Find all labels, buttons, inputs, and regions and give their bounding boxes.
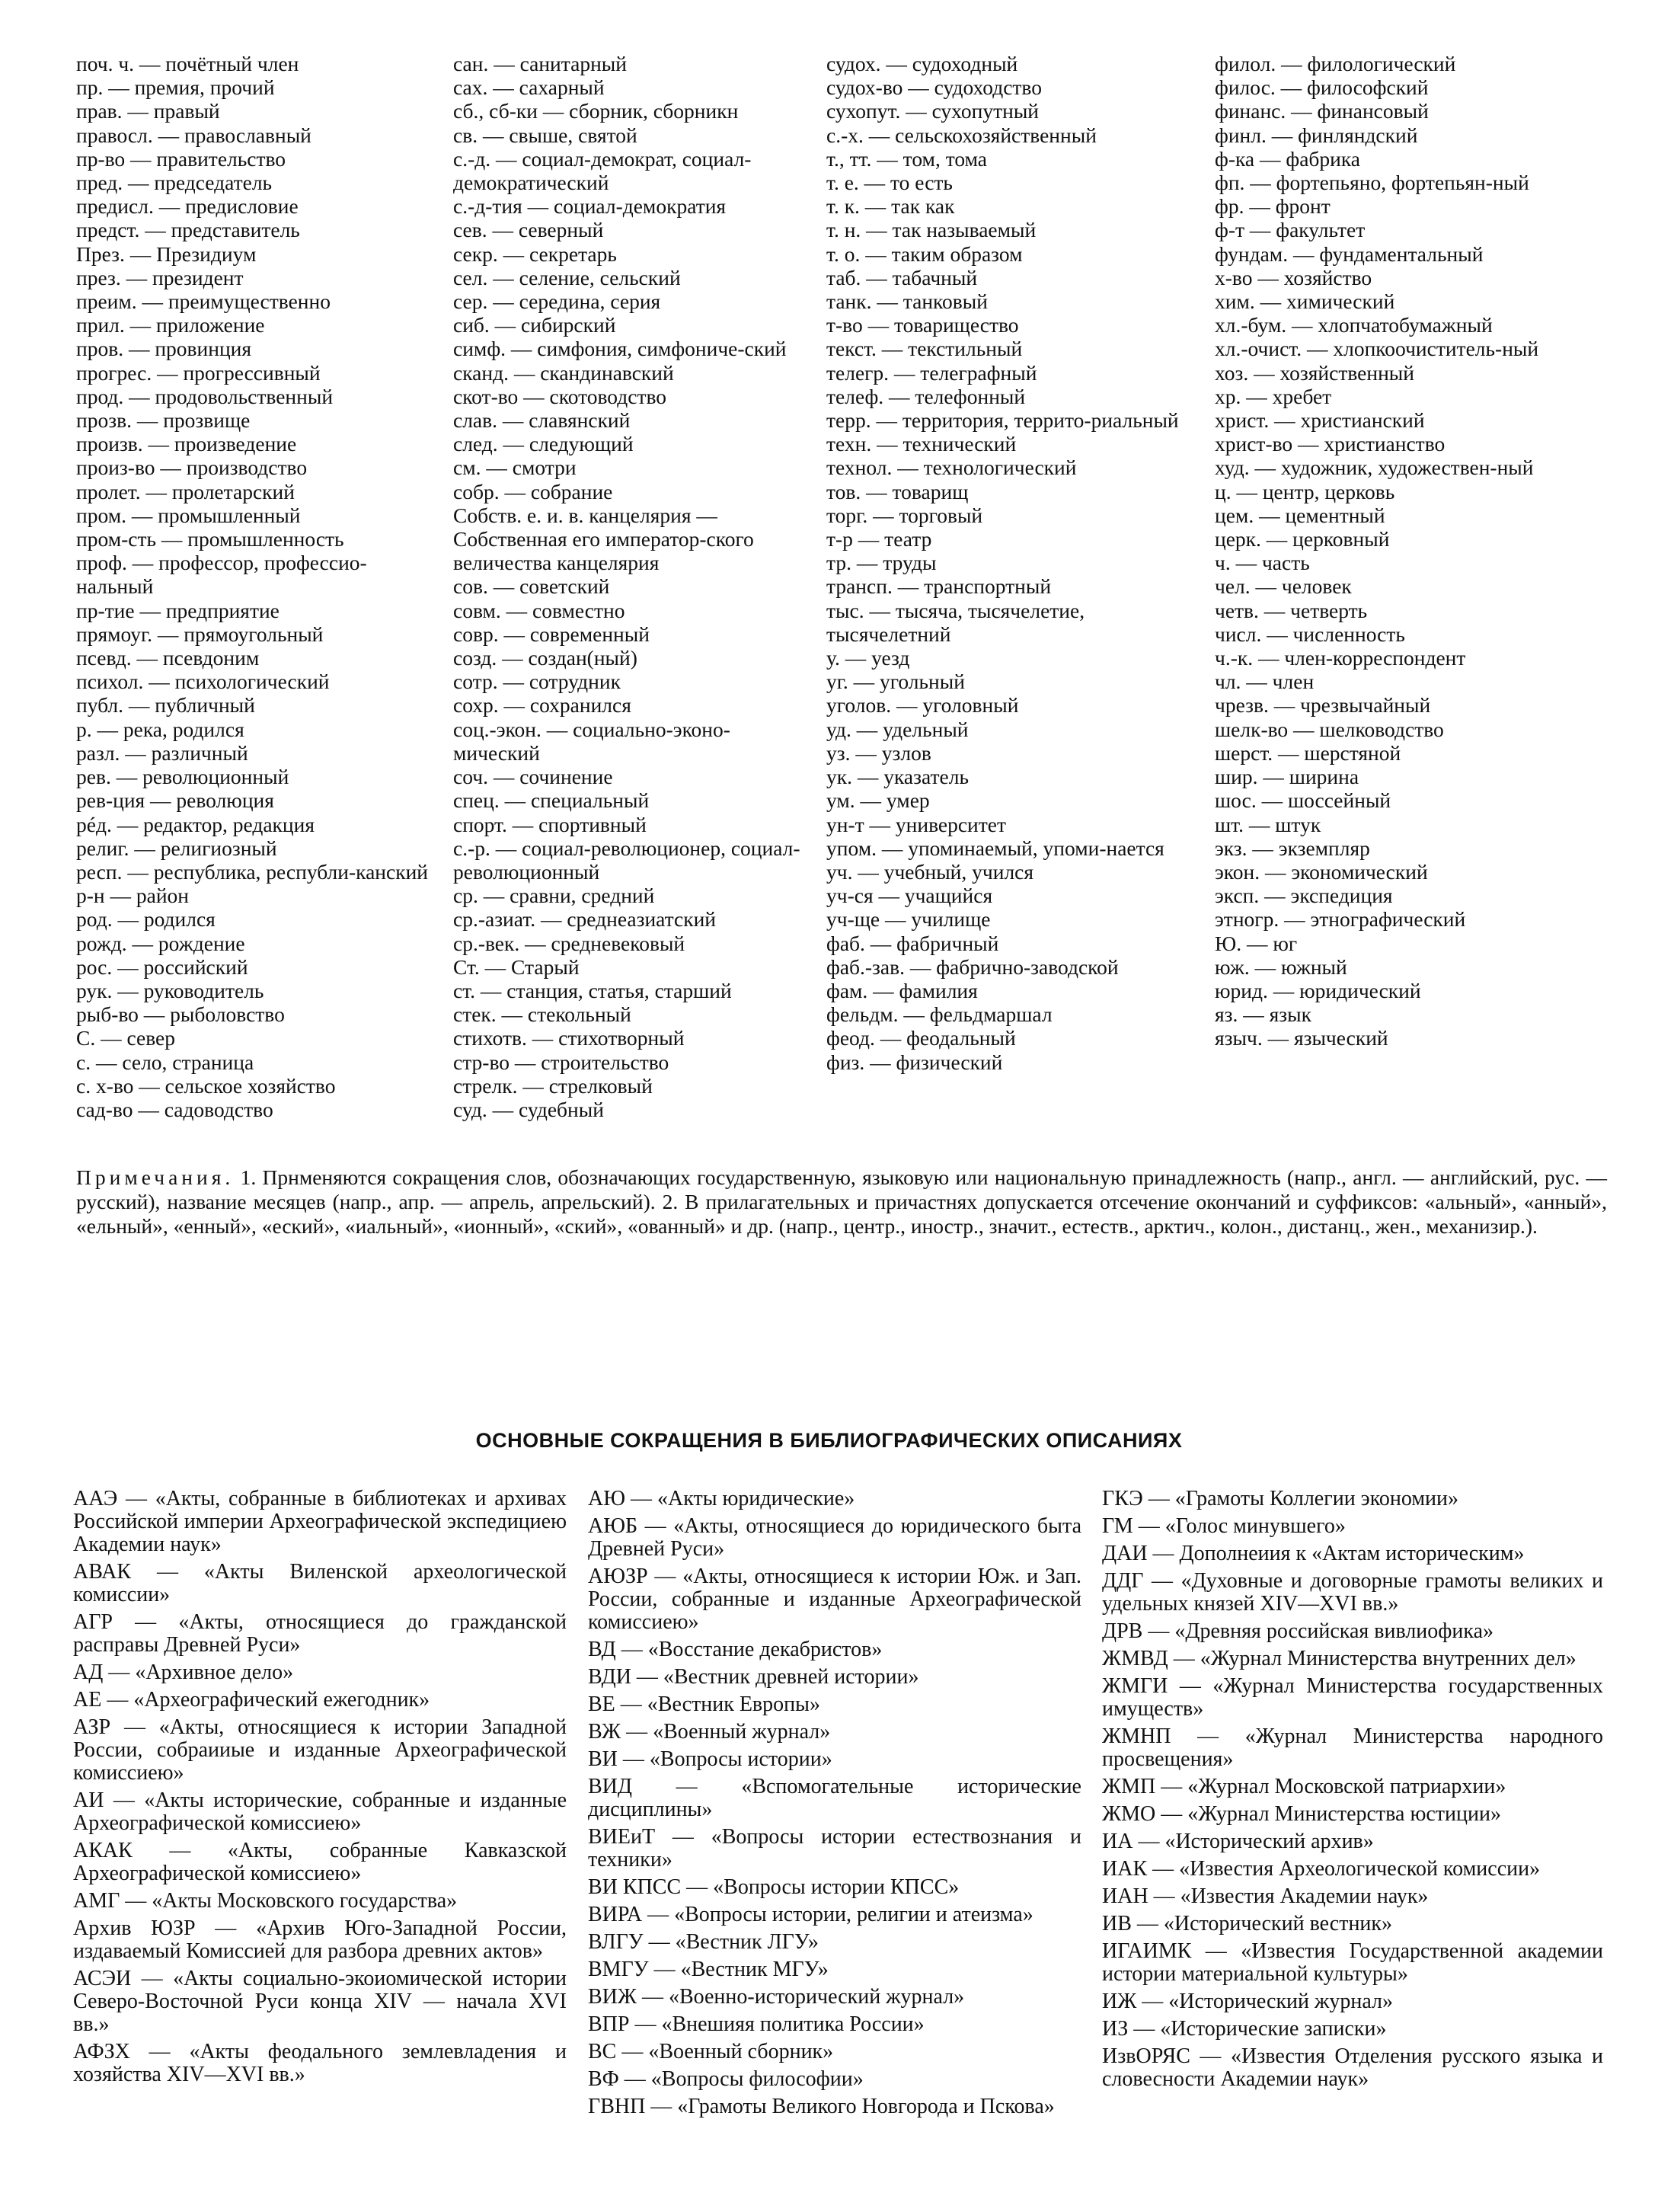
abbreviation-entry: ук. — указатель: [826, 765, 969, 789]
abbreviation-entry: с. — село, страница: [76, 1050, 254, 1074]
abbreviation-entry: произ-во — производство: [76, 456, 308, 480]
abbreviation-entry: христ. — христианский: [1215, 408, 1425, 433]
abbreviation-entry: шерст. — шерстяной: [1215, 740, 1401, 765]
abbreviation-entry: произв. — произведение: [76, 432, 297, 456]
abbreviation-entry: психол. — психологический: [76, 670, 330, 694]
abbreviation-entry: технол. — технологический: [826, 456, 1077, 480]
notes-label: Примечания.: [76, 1165, 235, 1189]
abbreviation-entry: таб. — табачный: [826, 265, 978, 289]
abbreviation-entry: х-во — хозяйство: [1215, 265, 1372, 289]
abbreviation-entry: упом. — упоминаемый, упоми-нается: [826, 836, 1164, 860]
abbreviation-entry: стрелк. — стрелковый: [453, 1073, 653, 1098]
bibliography-entry: ЖМП — «Журнал Московской патриархии»: [1102, 1775, 1506, 1798]
bibliography-entry: ГКЭ — «Грамоты Коллегии экономии»: [1102, 1487, 1459, 1510]
abbreviation-entry: танк. — танковый: [826, 289, 988, 314]
bibliography-entry: АИ — «Акты исторические, собранные и изданные Археографической комиссиею»: [73, 1788, 567, 1835]
abbreviation-entry: прозв. — прозвище: [76, 408, 251, 433]
abbreviation-entry: сб., сб-ки — сборник, сборникн: [453, 99, 739, 123]
abbreviation-entry: религ. — религиозный: [76, 836, 277, 860]
bibliography-entry: ЖМНП — «Журнал Министерства народного просвещения»: [1102, 1725, 1603, 1771]
abbreviation-entry: уд. — удельный: [826, 717, 969, 741]
abbreviation-entry: прогрес. — прогрессивный: [76, 360, 321, 385]
abbreviation-entry: чл. — член: [1215, 670, 1315, 694]
abbreviation-entry: церк. — церковный: [1215, 527, 1390, 551]
abbreviation-entry: сотр. — сотрудник: [453, 670, 621, 694]
bibliography-entry: ГМ — «Голос минувшего»: [1102, 1514, 1346, 1538]
abbreviation-entry: хл.-бум. — хлопчатобумажный: [1215, 313, 1493, 337]
abbreviation-entry: цем. — цементный: [1215, 503, 1385, 527]
abbreviation-entry: рéд. — редактор, редакция: [76, 812, 315, 836]
bibliography-entry: ААЭ — «Акты, собранные в библиотеках и архивах Российской империи Археографической экспедициею Академии наук»: [73, 1487, 567, 1556]
abbreviation-entry: прав. — правый: [76, 99, 220, 123]
abbreviation-entry: торг. — торговый: [826, 503, 983, 527]
abbreviation-entry: созд. — создан(ный): [453, 646, 637, 670]
abbreviation-entry: судох-во — судоходство: [826, 75, 1042, 100]
abbreviation-entry: собр. — собрание: [453, 479, 613, 503]
bibliography-entry: АЮБ — «Акты, относящиеся до юридического быта Древней Руси»: [588, 1514, 1081, 1561]
abbreviation-entry: преим. — преимущественно: [76, 289, 331, 314]
abbreviation-entry: фаб. — фабричный: [826, 931, 999, 955]
abbreviation-entry: рыб-во — рыболовство: [76, 1002, 285, 1027]
abbreviation-entry: у. — уезд: [826, 646, 910, 670]
abbreviation-entry: телеф. — телефонный: [826, 384, 1026, 408]
bibliography-entry: ВФ — «Вопросы философии»: [588, 2067, 864, 2091]
abbreviation-entry: пром-сть — промышленность: [76, 527, 344, 551]
abbreviation-entry: фельдм. — фельдмаршал: [826, 1002, 1053, 1027]
abbreviation-entry: фр. — фронт: [1215, 194, 1331, 219]
bibliography-entry: ВИ КПСС — «Вопросы истории КПСС»: [588, 1875, 960, 1899]
bibliography-entry: АЮЗР — «Акты, относящиеся к истории Юж. и Зап. России, собранные и изданные Археографической комиссиею»: [588, 1565, 1081, 1634]
abbreviation-entry: т-во — товарищество: [826, 313, 1019, 337]
abbreviation-entry: экон. — экономический: [1215, 859, 1428, 884]
bibliography-entry: ВИЖ — «Военно-исторический журнал»: [588, 1985, 965, 2009]
bibliography-entry: АЕ — «Археографический ежегодник»: [73, 1688, 430, 1712]
abbreviation-entry: ср. — сравни, средний: [453, 884, 655, 908]
bibliography-entry: ВПР — «Внешияя политика России»: [588, 2012, 925, 2036]
bibliography-entry: ВИРА — «Вопросы истории, религии и атеизма»: [588, 1903, 1033, 1926]
abbreviation-entry: прил. — приложение: [76, 313, 265, 337]
bibliography-entry: ИЗ — «Исторические записки»: [1102, 2017, 1387, 2041]
abbreviation-entry: см. — смотри: [453, 456, 577, 480]
abbreviations-column-4: [1215, 52, 1580, 1050]
bibliography-entry: АСЭИ — «Акты социально-экоиомической истории Северо-Восточной Руси конца XIV — начала XVI вв.»: [73, 1967, 567, 2036]
abbreviation-entry: С. — север: [76, 1026, 175, 1050]
abbreviation-entry: фундам. — фундаментальный: [1215, 241, 1484, 266]
abbreviation-entry: уг. — угольный: [826, 670, 965, 694]
abbreviation-entry: пров. — провинция: [76, 337, 252, 361]
abbreviation-entry: т. е. — то есть: [826, 171, 953, 195]
abbreviations-column-2: [453, 52, 811, 1121]
abbreviation-entry: фаб.-зав. — фабрично-заводской: [826, 954, 1119, 979]
abbreviation-entry: публ. — публичный: [76, 693, 255, 718]
bibliography-entry: ИАН — «Известия Академии наук»: [1102, 1884, 1429, 1908]
abbreviation-entry: эксп. — экспедиция: [1215, 884, 1393, 908]
abbreviation-entry: сел. — селение, сельский: [453, 265, 681, 289]
abbreviation-entry: т. к. — так как: [826, 194, 955, 219]
abbreviation-entry: текст. — текстильный: [826, 337, 1023, 361]
section-heading: ОСНОВНЫЕ СОКРАЩЕНИЯ В БИБЛИОГРАФИЧЕСКИХ ОПИСАНИЯХ: [475, 1429, 1183, 1452]
abbreviation-entry: ст. — станция, статья, старший: [453, 978, 732, 1002]
abbreviation-entry: ч. — часть: [1215, 551, 1310, 575]
abbreviation-entry: симф. — симфония, симфониче-ский: [453, 337, 787, 361]
abbreviation-entry: хим. — химический: [1215, 289, 1395, 314]
abbreviation-entry: терр. — территория, террито-риальный: [826, 408, 1179, 433]
bibliography-entry: ВЖ — «Военный журнал»: [588, 1720, 831, 1744]
abbreviation-entry: тр. — труды: [826, 551, 937, 575]
abbreviations-column-1: [76, 52, 434, 1121]
abbreviation-entry: с.-р. — социал-революционер, социал-революционный: [453, 836, 800, 884]
abbreviation-entry: стр-во — строительство: [453, 1050, 669, 1074]
abbreviation-entry: соч. — сочинение: [453, 765, 613, 789]
abbreviation-entry: с.-х. — сельскохозяйственный: [826, 123, 1097, 147]
abbreviation-entry: сер. — середина, серия: [453, 289, 661, 314]
abbreviation-entry: т. о. — таким образом: [826, 241, 1023, 266]
bibliography-entry: ВЛГУ — «Вестник ЛГУ»: [588, 1930, 819, 1954]
abbreviation-entry: шт. — штук: [1215, 812, 1321, 836]
abbreviation-entry: сохр. — сохранился: [453, 693, 631, 718]
bibliography-entry: ЖМГИ — «Журнал Министерства государственных имуществ»: [1102, 1674, 1603, 1721]
abbreviation-entry: поч. ч. — почётный член: [76, 52, 299, 75]
abbreviation-entry: спец. — специальный: [453, 788, 650, 813]
bibliography-column-2: [588, 1488, 1081, 2123]
abbreviation-entry: рев-ция — революция: [76, 788, 274, 813]
bibliography-entry: АЮ — «Акты юридические»: [588, 1487, 855, 1510]
abbreviation-entry: св. — свыше, святой: [453, 123, 637, 147]
notes-text: 1. Прнменяются сокращения слов, обозначающих государственную, языковую или национальную принадлежность (напр., англ. — английский, рус. — русский), название месяцев (напр., апр. — апрель, апрельский). 2. В прилагательных и причастнях допускается отсечение окончаний и суффиксов: «альный», «анный», «ельный», «енный», «еский», «иальный», «ионный», «ский», «ованный» и др. (напр., центр., иностр., значит., естеств., арктич., колон., дистанц., жен., механизир.).: [76, 1165, 1608, 1238]
abbreviation-entry: правосл. — православный: [76, 123, 311, 147]
bibliography-entry: Архив ЮЗР — «Архив Юго-Западной России, издаваемый Комиссией для разбора древних актов»: [73, 1916, 567, 1963]
abbreviation-entry: хр. — хребет: [1215, 384, 1332, 408]
abbreviation-entry: Ст. — Старый: [453, 954, 580, 979]
bibliography-entry: ИАК — «Известия Археологической комиссии»: [1102, 1857, 1541, 1881]
bibliography-entry: ИА — «Исторический архив»: [1102, 1830, 1374, 1853]
abbreviation-entry: предст. — представитель: [76, 218, 300, 242]
abbreviation-entry: ум. — умер: [826, 788, 930, 813]
abbreviation-entry: сухопут. — сухопутный: [826, 99, 1040, 123]
abbreviation-entry: физ. — физический: [826, 1050, 1003, 1074]
abbreviation-entry: Ю. — юг: [1215, 931, 1298, 955]
abbreviation-entry: феод. — феодальный: [826, 1026, 1016, 1050]
notes-paragraph: [76, 1165, 1607, 1239]
abbreviation-entry: рук. — руководитель: [76, 978, 264, 1002]
abbreviation-entry: трансп. — транспортный: [826, 574, 1052, 599]
abbreviation-entry: след. — следующий: [453, 432, 634, 456]
abbreviation-entry: сев. — северный: [453, 218, 604, 242]
abbreviation-entry: фп. — фортепьяно, фортепьян-ный: [1215, 171, 1529, 195]
bibliography-entry: ВИ — «Вопросы истории»: [588, 1747, 832, 1771]
abbreviation-entry: филол. — филологический: [1215, 52, 1456, 75]
bibliography-entry: ВДИ — «Вестник древней истории»: [588, 1665, 919, 1689]
abbreviation-entry: пр. — премия, прочий: [76, 75, 275, 100]
bibliography-entry: АФЗХ — «Акты феодального землевладения и хозяйства XIV—XVI вв.»: [73, 2040, 567, 2086]
bibliography-column-3: [1102, 1488, 1603, 2095]
abbreviation-entry: пр-во — правительство: [76, 146, 286, 171]
abbreviation-entry: с.-д. — социал-демократ, социал-демократический: [453, 146, 752, 195]
bibliography-entry: АЗР — «Акты, относящиеся к истории Западной России, собраииые и изданные Археографической комиссиею»: [73, 1715, 567, 1785]
abbreviation-entry: прод. — продовольственный: [76, 384, 334, 408]
abbreviation-entry: хоз. — хозяйственный: [1215, 360, 1415, 385]
abbreviation-entry: с. х-во — сельское хозяйство: [76, 1073, 336, 1098]
abbreviation-entry: ср.-азиат. — среднеазиатский: [453, 907, 717, 932]
abbreviation-entry: филос. — философский: [1215, 75, 1429, 100]
abbreviation-entry: т. н. — так называемый: [826, 218, 1037, 242]
bibliography-entry: АД — «Архивное дело»: [73, 1661, 294, 1684]
bibliography-entry: ВД — «Восстание декабристов»: [588, 1638, 883, 1661]
abbreviation-entry: юж. — южный: [1215, 954, 1347, 979]
abbreviation-entry: сад-во — садоводство: [76, 1097, 273, 1121]
abbreviation-entry: ц. — центр, церковь: [1215, 479, 1395, 503]
abbreviation-entry: сах. — сахарный: [453, 75, 605, 100]
abbreviation-entry: уч-ся — учащийся: [826, 884, 993, 908]
abbreviation-entry: ун-т — университет: [826, 812, 1007, 836]
bibliography-entry: ВМГУ — «Вестник МГУ»: [588, 1958, 829, 1981]
bibliography-entry: АКАК — «Акты, собранные Кавказской Археографической комиссиею»: [73, 1839, 567, 1885]
abbreviation-entry: сканд. — скандинавский: [453, 360, 674, 385]
abbreviations-column-3: [826, 52, 1192, 1074]
abbreviation-entry: Собств. е. и. в. канцелярия — Собственная его император-ского величества канцелярия: [453, 503, 754, 575]
bibliography-entry: ИЖ — «Исторический журнал»: [1102, 1990, 1393, 2013]
bibliography-entry: ИзвОРЯС — «Известия Отделения русского языка и словесности Академии наук»: [1102, 2044, 1603, 2091]
abbreviation-entry: яз. — язык: [1215, 1002, 1311, 1027]
abbreviation-entry: шир. — ширина: [1215, 765, 1359, 789]
abbreviation-entry: рос. — российский: [76, 954, 248, 979]
abbreviation-entry: псевд. — псевдоним: [76, 646, 260, 670]
abbreviation-entry: с.-д-тия — социал-демократия: [453, 194, 727, 219]
abbreviation-entry: род. — родился: [76, 907, 216, 932]
abbreviation-entry: пром. — промышленный: [76, 503, 301, 527]
abbreviation-entry: ф-т — факультет: [1215, 218, 1366, 242]
abbreviation-entry: уголов. — уголовный: [826, 693, 1019, 718]
abbreviation-entry: ч.-к. — член-корреспондент: [1215, 646, 1466, 670]
abbreviation-entry: совм. — совместно: [453, 598, 625, 622]
abbreviation-entry: пролет. — пролетарский: [76, 479, 295, 503]
bibliography-entry: ДАИ — Дополнеиия к «Актам историческим»: [1102, 1542, 1525, 1565]
abbreviation-entry: чел. — человек: [1215, 574, 1352, 599]
abbreviation-entry: суд. — судебный: [453, 1097, 604, 1121]
abbreviation-entry: уч. — учебный, учился: [826, 859, 1034, 884]
abbreviation-entry: уз. — узлов: [826, 740, 931, 765]
abbreviation-entry: чрезв. — чрезвычайный: [1215, 693, 1431, 718]
abbreviation-entry: экз. — экземпляр: [1215, 836, 1370, 860]
abbreviation-entry: р. — река, родился: [76, 717, 244, 741]
abbreviation-entry: През. — Президиум: [76, 241, 257, 266]
abbreviation-entry: худ. — художник, художествен-ный: [1215, 456, 1534, 480]
abbreviation-entry: этногр. — этнографический: [1215, 907, 1466, 932]
abbreviation-entry: секр. — секретарь: [453, 241, 617, 266]
abbreviation-entry: шос. — шоссейный: [1215, 788, 1391, 813]
abbreviation-entry: ф-ка — фабрика: [1215, 146, 1361, 171]
bibliography-entry: ЖМВД — «Журнал Министерства внутренних дел»: [1102, 1647, 1577, 1670]
abbreviation-entry: сиб. — сибирский: [453, 313, 616, 337]
abbreviation-entry: предисл. — предисловие: [76, 194, 299, 219]
abbreviation-entry: языч. — языческий: [1215, 1026, 1388, 1050]
abbreviation-entry: числ. — численность: [1215, 622, 1405, 646]
abbreviation-entry: юрид. — юридический: [1215, 978, 1421, 1002]
abbreviation-entry: рожд. — рождение: [76, 931, 245, 955]
abbreviation-entry: совр. — современный: [453, 622, 650, 646]
abbreviation-entry: през. — президент: [76, 265, 244, 289]
abbreviation-entry: сов. — советский: [453, 574, 610, 599]
bibliography-entry: ДРВ — «Древняя российская вивлиофика»: [1102, 1619, 1494, 1643]
bibliography-entry: АМГ — «Акты Московского государства»: [73, 1889, 458, 1913]
abbreviation-entry: проф. — профессор, профессио-нальный: [76, 551, 367, 599]
abbreviation-entry: рев. — революционный: [76, 765, 289, 789]
abbreviation-entry: пред. — председатель: [76, 171, 273, 195]
abbreviation-entry: р-н — район: [76, 884, 190, 908]
bibliography-entry: ВЕ — «Вестник Европы»: [588, 1693, 820, 1716]
abbreviation-entry: спорт. — спортивный: [453, 812, 647, 836]
bibliography-entry: ГВНП — «Грамоты Великого Новгорода и Пскова»: [588, 2095, 1055, 2118]
abbreviation-entry: судох. — судоходный: [826, 52, 1018, 75]
bibliography-entry: АГР — «Акты, относящиеся до гражданской расправы Древней Руси»: [73, 1610, 567, 1657]
abbreviation-entry: прямоуг. — прямоугольный: [76, 622, 324, 646]
abbreviation-entry: техн. — технический: [826, 432, 1017, 456]
abbreviation-entry: христ-во — христианство: [1215, 432, 1446, 456]
abbreviation-entry: стек. — стекольный: [453, 1002, 631, 1027]
abbreviation-entry: финл. — финляндский: [1215, 123, 1418, 147]
abbreviation-entry: т., тт. — том, тома: [826, 146, 988, 171]
abbreviation-entry: сан. — санитарный: [453, 52, 627, 75]
bibliography-entry: ВИЕиТ — «Вопросы истории естествознания и техники»: [588, 1825, 1081, 1872]
bibliography-entry: ЖМО — «Журнал Министерства юстиции»: [1102, 1802, 1501, 1826]
abbreviation-entry: финанс. — финансовый: [1215, 99, 1429, 123]
abbreviation-entry: пр-тие — предприятие: [76, 598, 280, 622]
bibliography-column-1: [73, 1488, 567, 2091]
abbreviation-entry: ср.-век. — средневековый: [453, 931, 685, 955]
abbreviation-entry: т-р — театр: [826, 527, 932, 551]
abbreviation-entry: соц.-экон. — социально-эконо-мический: [453, 717, 730, 765]
abbreviation-entry: фам. — фамилия: [826, 978, 978, 1002]
abbreviation-entry: четв. — четверть: [1215, 598, 1368, 622]
bibliography-entry: ВИД — «Вспомогательные исторические дисциплины»: [588, 1775, 1081, 1821]
abbreviation-entry: стихотв. — стихотворный: [453, 1026, 685, 1050]
abbreviation-entry: тов. — товарищ: [826, 479, 969, 503]
bibliography-entry: АВАК — «Акты Виленской археологической комиссии»: [73, 1560, 567, 1606]
abbreviation-entry: разл. — различный: [76, 740, 248, 765]
abbreviation-entry: шелк-во — шелководство: [1215, 717, 1444, 741]
abbreviation-entry: уч-ще — училище: [826, 907, 991, 932]
abbreviation-entry: слав. — славянский: [453, 408, 631, 433]
abbreviation-entry: тыс. — тысяча, тысячелетие, тысячелетний: [826, 598, 1085, 646]
bibliography-entry: ДДГ — «Духовные и договорные грамоты великих и удельных князей XIV—XVI вв.»: [1102, 1569, 1603, 1616]
bibliography-entry: ИВ — «Исторический вестник»: [1102, 1912, 1393, 1936]
abbreviation-entry: скот-во — скотоводство: [453, 384, 667, 408]
abbreviation-entry: телегр. — телеграфный: [826, 360, 1037, 385]
abbreviation-entry: хл.-очист. — хлопкоочиститель-ный: [1215, 337, 1539, 361]
abbreviation-entry: респ. — республика, республи-канский: [76, 859, 429, 884]
bibliography-entry: ИГАИМК — «Известия Государственной академии истории материальной культуры»: [1102, 1939, 1603, 1986]
bibliography-entry: ВС — «Военный сборник»: [588, 2040, 834, 2063]
